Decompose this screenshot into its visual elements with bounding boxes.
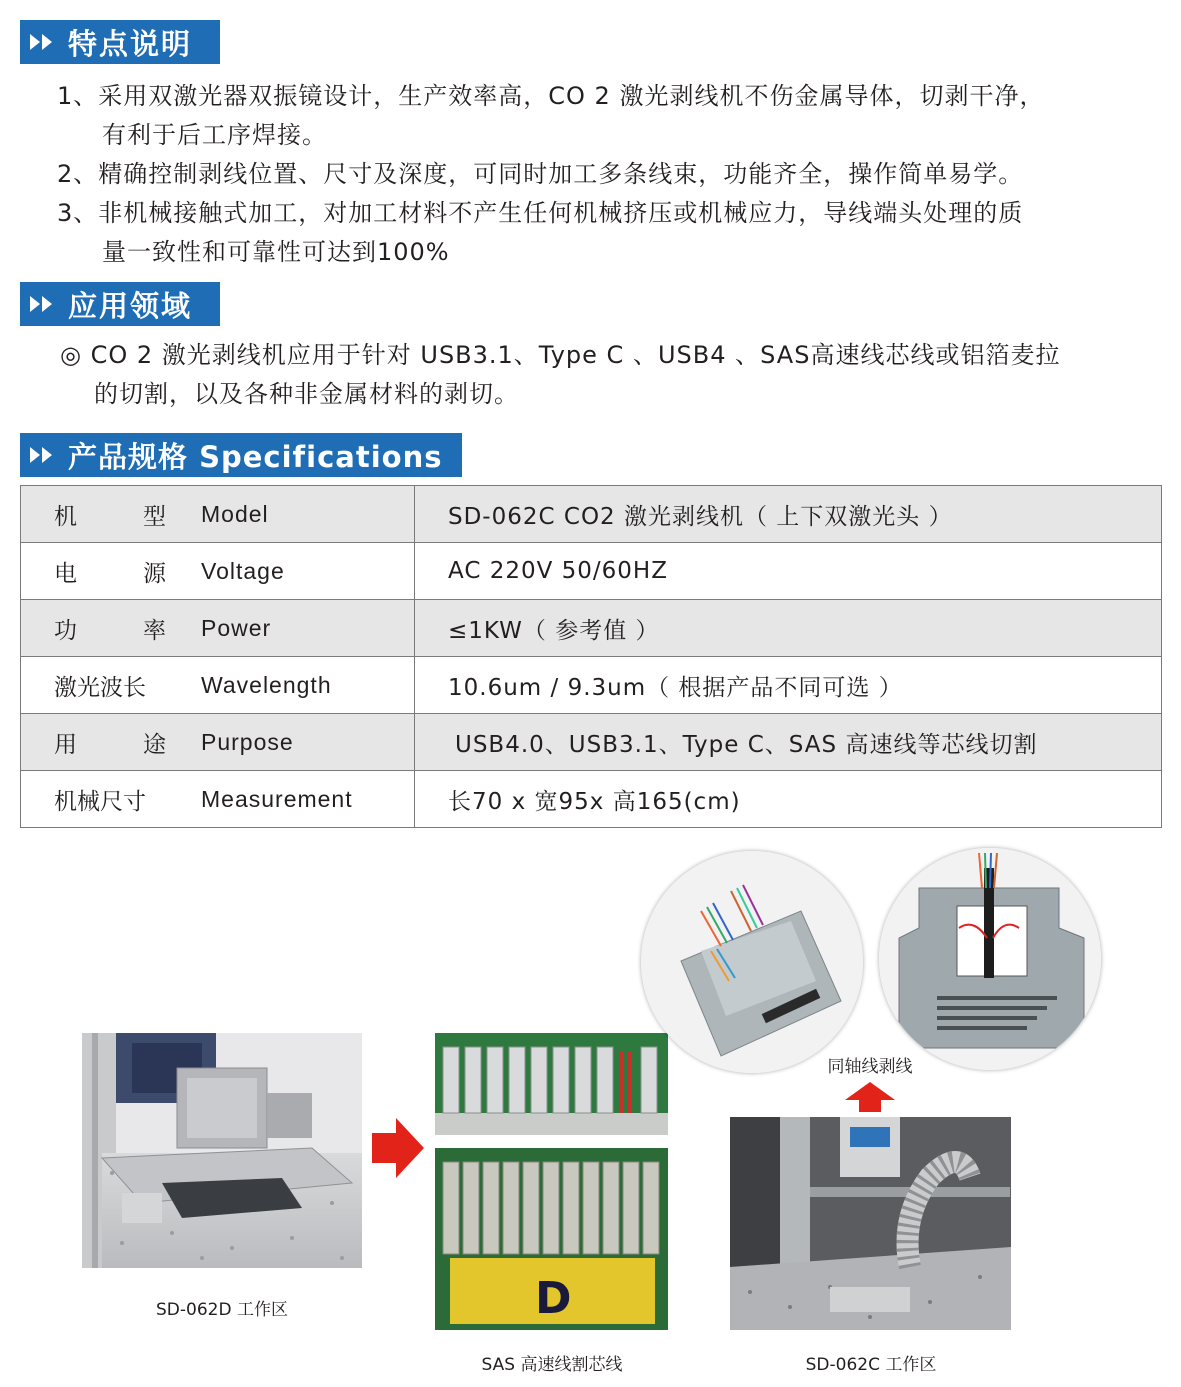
right-caption: SD-062C 工作区 xyxy=(805,1355,937,1375)
spec-label-en: Wavelength xyxy=(201,671,332,698)
features-title: 特点说明 xyxy=(68,26,193,61)
applications-banner xyxy=(20,282,220,326)
spec-value: 10.6um / 9.3um（ 根据产品不同可选 ） xyxy=(415,657,1162,714)
applications-line1: ◎ CO 2 激光剥线机应用于针对 USB3.1、Type C 、USB4 、SAS高速线芯线或铝箔麦拉 xyxy=(60,341,1061,369)
spec-label-cell xyxy=(21,600,415,657)
spec-value: SD-062C CO2 激光剥线机（ 上下双激光头 ） xyxy=(415,486,1162,543)
wire-fixture-circle-photo xyxy=(641,851,863,1073)
specs-title: 产品规格 Specifications xyxy=(68,439,443,474)
spec-label-cn: 电 xyxy=(54,560,77,587)
spec-label-cn: 用 xyxy=(54,731,77,758)
coax-caption: 同轴线剥线 xyxy=(827,1057,913,1077)
table-row xyxy=(21,771,1162,828)
spec-label-cn: 源 xyxy=(143,560,166,587)
spec-table xyxy=(20,485,1162,828)
coax-fixture-circle-photo xyxy=(879,848,1101,1070)
specs-banner xyxy=(20,433,462,477)
spec-value: ≤1KW（ 参考值 ） xyxy=(415,600,1162,657)
table-row xyxy=(21,600,1162,657)
spec-label-cn: 途 xyxy=(143,731,166,758)
table-row xyxy=(21,714,1162,771)
middle-caption: SAS 高速线割芯线 xyxy=(481,1355,623,1375)
double-chevron-icon xyxy=(30,296,54,312)
spec-label-cell xyxy=(21,486,415,543)
applications-title: 应用领域 xyxy=(68,288,193,323)
spec-label-cell xyxy=(21,714,415,771)
sas-cores-top-photo xyxy=(435,1033,668,1135)
spec-label-cn: 率 xyxy=(143,617,166,644)
feature-item-2-line1: 2、精确控制剥线位置、尺寸及深度，可同时加工多条线束，功能齐全，操作简单易学。 xyxy=(57,160,1024,188)
double-chevron-icon xyxy=(30,34,54,50)
feature-item-1 xyxy=(57,77,1044,155)
feature-item-1-line1: 1、采用双激光器双振镜设计，生产效率高，CO 2 激光剥线机不伤金属导体，切剥干净， xyxy=(57,82,1045,110)
feature-item-2 xyxy=(57,155,1023,194)
spec-label-cn: 机械尺寸 xyxy=(54,788,146,815)
left-caption: SD-062D 工作区 xyxy=(156,1300,288,1320)
spec-label-en: Voltage xyxy=(201,557,285,584)
marker-letter: D xyxy=(535,1273,572,1324)
spec-label-cn: 机 xyxy=(54,503,77,530)
spec-value: 长70 x 宽95x 高165(cm) xyxy=(415,771,1162,828)
feature-item-3-line1: 3、非机械接触式加工，对加工材料不产生任何机械挤压或机械应力，导线端头处理的质 xyxy=(57,199,1024,227)
feature-item-1-line2: 有利于后工序焊接。 xyxy=(102,121,327,149)
arrow-right-icon xyxy=(372,1118,424,1178)
table-row xyxy=(21,486,1162,543)
spec-label-en: Model xyxy=(201,500,269,527)
spec-label-cn: 型 xyxy=(143,503,166,530)
table-row xyxy=(21,543,1162,600)
spec-label-cn: 功 xyxy=(54,617,77,644)
arrow-up-icon xyxy=(845,1082,895,1112)
sd062d-workarea-photo xyxy=(82,1033,362,1268)
spec-label-cell xyxy=(21,543,415,600)
sas-cores-bottom-photo xyxy=(435,1148,668,1330)
spec-value: AC 220V 50/60HZ xyxy=(415,543,1162,600)
spec-value: USB4.0、USB3.1、Type C、SAS 高速线等芯线切割 xyxy=(415,714,1162,771)
sd062c-workarea-photo xyxy=(730,1117,1011,1330)
applications-text xyxy=(60,336,1060,414)
spec-label-en: Purpose xyxy=(201,728,294,755)
spec-label-cell xyxy=(21,657,415,714)
feature-item-3-line2: 量一致性和可靠性可达到100% xyxy=(102,238,450,266)
feature-item-3 xyxy=(57,194,1023,272)
spec-label-en: Power xyxy=(201,614,272,641)
double-chevron-icon xyxy=(30,447,54,463)
applications-line2: 的切割，以及各种非金属材料的剥切。 xyxy=(94,380,519,408)
features-banner xyxy=(20,20,220,64)
table-row xyxy=(21,657,1162,714)
spec-label-cn: 激光波长 xyxy=(54,674,146,701)
spec-label-cell xyxy=(21,771,415,828)
spec-label-en: Measurement xyxy=(201,785,353,812)
